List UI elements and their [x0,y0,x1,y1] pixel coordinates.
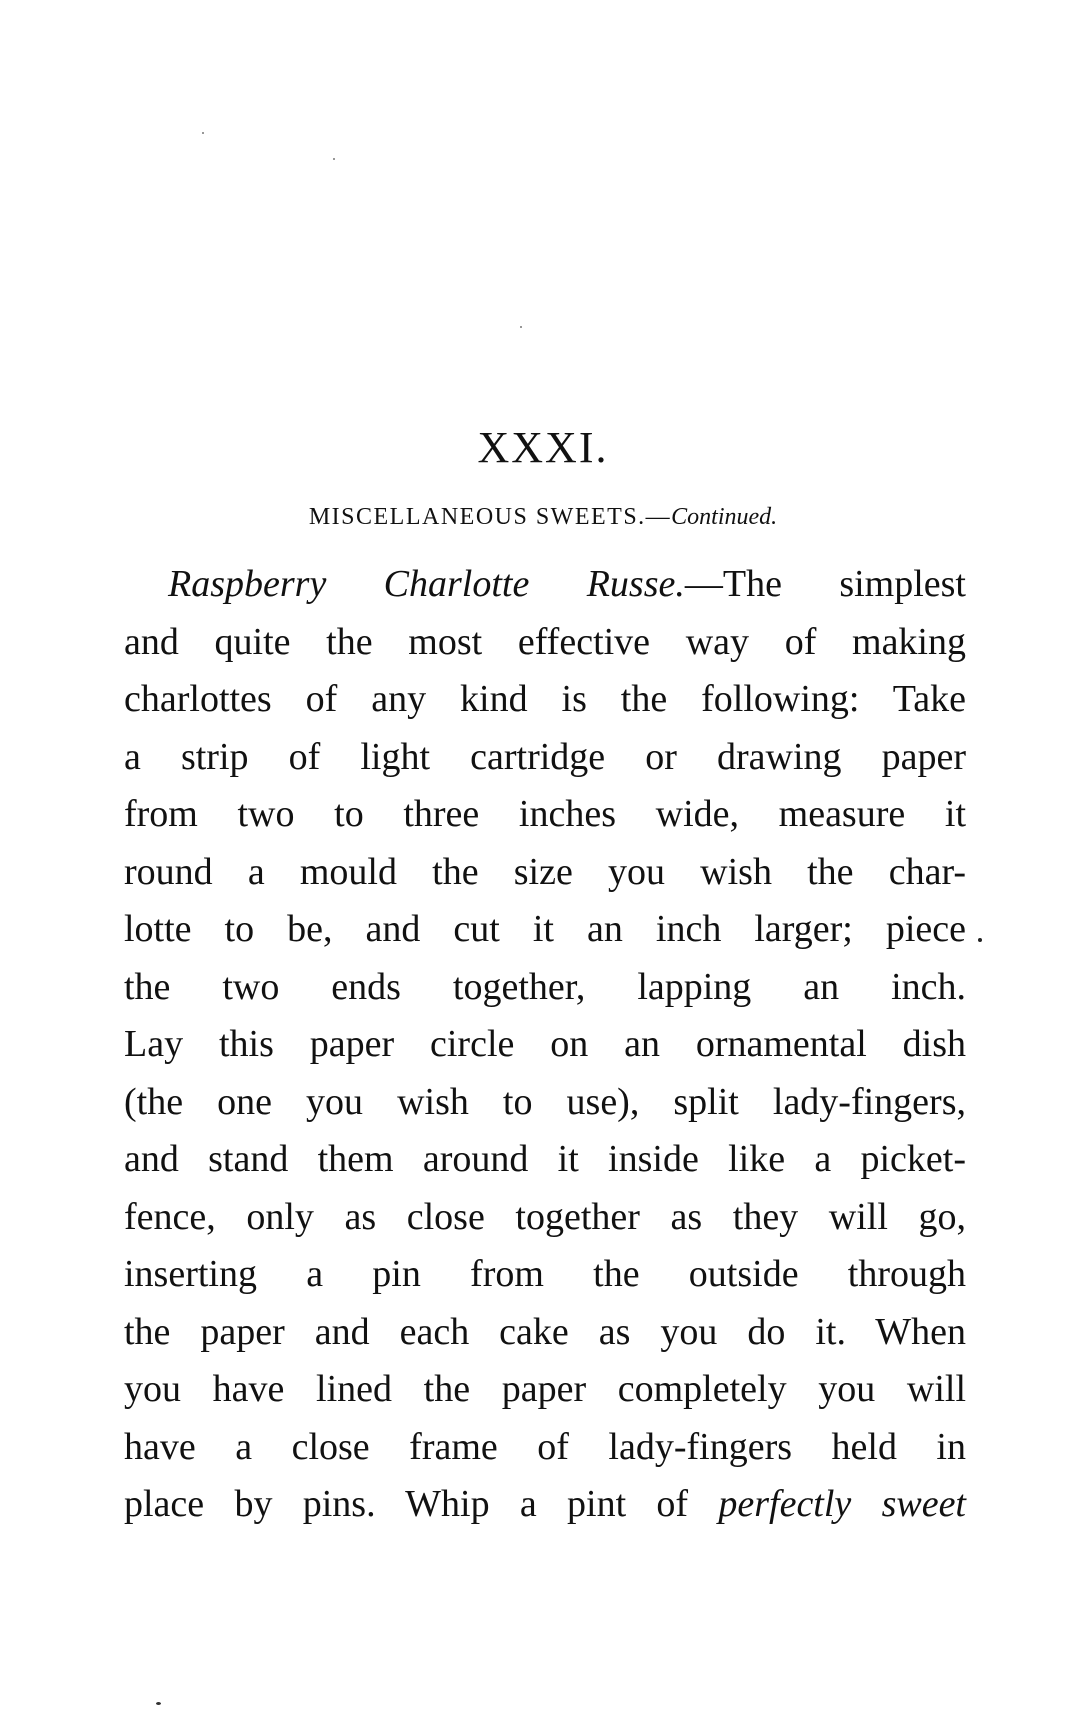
paragraph-line: the two ends together, lapping an inch. [124,965,966,1008]
last-line-italic: perfectly sweet [718,1483,966,1525]
recipe-opening: —The simplest [684,563,966,605]
paragraph-line: charlottes of any kind is the following: Take [124,678,966,720]
last-line-plain: place by pins. Whip a pint of [124,1483,719,1525]
chapter-continued: Continued. [671,504,778,530]
paragraph-line: lotte to be, and cut it an inch larger; piece [124,908,966,950]
paper-speck [520,326,522,328]
paragraph-line: inserting a pin from the outside through [124,1253,966,1295]
paragraph-line-last [124,1476,966,1534]
paragraph-line [124,556,966,614]
paragraph-line: the paper and each cake as you do it. When [124,1310,966,1353]
paragraph-line: and quite the most effective way of making [124,620,966,663]
paragraph-line: a strip of light cartridge or drawing paper [124,735,966,778]
chapter-title-text: MISCELLANEOUS SWEETS.— [308,504,672,530]
paragraph-line: from two to three inches wide, measure it [124,793,966,835]
paragraph-line: you have lined the paper completely you will [124,1368,966,1410]
recipe-name: Raspberry Charlotte Russe. [168,563,685,605]
paragraph-line: Lay this paper circle on an ornamental dish [124,1023,966,1065]
recipe-paragraph [124,556,966,1534]
paragraph-line: have a close frame of lady-fingers held in [124,1425,966,1468]
paper-speck [333,158,335,160]
paragraph-line: fence, only as close together as they will go, [124,1195,966,1238]
paper-speck [978,938,982,942]
paragraph-line: and stand them around it inside like a picket- [124,1138,966,1180]
chapter-title [0,505,1086,529]
paper-speck [156,1702,161,1705]
paragraph-line: (the one you wish to use), split lady-fingers, [124,1080,966,1123]
paragraph-line: round a mould the size you wish the char- [124,850,966,893]
paper-speck [202,132,204,134]
chapter-number: XXXI. [477,423,609,472]
